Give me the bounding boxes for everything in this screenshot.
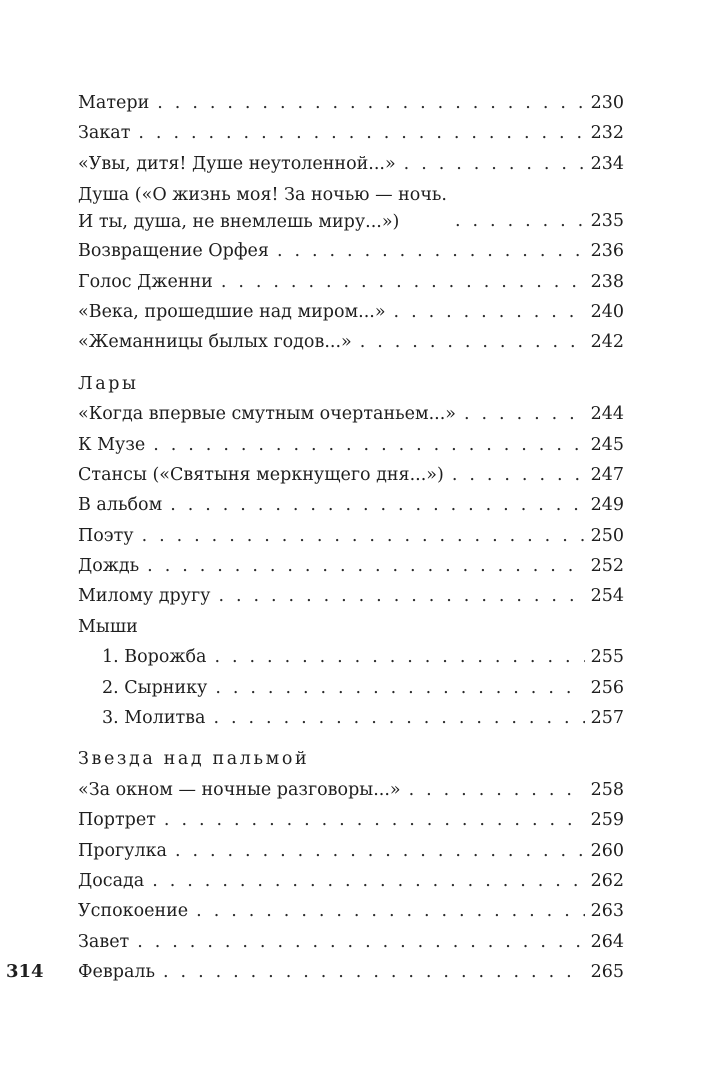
toc-entry: [78, 775, 624, 805]
toc-entry: [78, 149, 624, 179]
toc-entry: [78, 866, 624, 896]
toc-entry: [78, 297, 624, 327]
dot-leader: [464, 399, 585, 429]
toc-entry-page: 255: [590, 647, 624, 668]
toc-entry-page: 260: [590, 840, 624, 861]
toc-entry: [78, 430, 624, 460]
toc-entry-title: Завет: [78, 931, 130, 952]
dot-leader: [142, 521, 585, 551]
toc-entry-title: К Музе: [78, 434, 146, 455]
toc-subentry: [78, 642, 624, 672]
toc-entry: [78, 236, 624, 266]
dot-leader: [455, 206, 585, 236]
dot-leader: [163, 957, 585, 987]
toc-entry-title: Поэту: [78, 525, 134, 546]
toc-entry-page: 265: [590, 962, 624, 983]
toc-entry-multiline: [78, 179, 624, 236]
toc-entry-page: 247: [590, 464, 624, 485]
toc-entry-title-line: Душа («О жизнь моя! За ночью — ночь.: [78, 185, 447, 206]
toc-entry-title: Прогулка: [78, 840, 167, 861]
toc-entry-page: 242: [590, 332, 624, 353]
toc-entry-page: 245: [590, 434, 624, 455]
toc-entry-page: 236: [590, 241, 624, 262]
toc-entry: [78, 521, 624, 551]
toc-entry: [78, 581, 624, 611]
toc-entry-page: 244: [590, 404, 624, 425]
toc-entry-page: 264: [590, 931, 624, 952]
dot-leader: [196, 896, 584, 926]
toc-entry-title: «Увы, дитя! Душе неутоленной...»: [78, 153, 396, 174]
toc-entry-title: 1. Ворожба: [102, 647, 207, 668]
toc-entry-page: 249: [590, 495, 624, 516]
toc-entry-title: Закат: [78, 123, 131, 144]
dot-leader: [147, 551, 584, 581]
toc-entry: [78, 88, 624, 118]
toc-entry-title-line: И ты, душа, не внемлешь миру...»): [78, 212, 400, 233]
toc-entry-title: Голос Дженни: [78, 271, 213, 292]
section-heading: Звезда над пальмой: [78, 749, 310, 770]
toc-entry: [78, 551, 624, 581]
toc-entry-page: 258: [590, 779, 624, 800]
toc-entry-page: 240: [590, 301, 624, 322]
section-heading: Лары: [78, 373, 139, 394]
toc-entry-page: 235: [590, 210, 624, 231]
toc-entry-title: Матери: [78, 93, 150, 113]
toc-entry-title: «Когда впервые смутным очертаньем...»: [78, 404, 456, 425]
toc-entry-page: 256: [590, 677, 624, 698]
toc-entry-page: 238: [590, 271, 624, 292]
toc-entry: [78, 490, 624, 520]
toc-entry-page: 230: [590, 93, 624, 113]
toc-entry-page: 232: [590, 123, 624, 144]
toc-entry: [78, 399, 624, 429]
toc-entry-title: Стансы («Святыня меркнущего дня...»): [78, 464, 444, 485]
dot-leader: [153, 430, 584, 460]
dot-leader: [394, 297, 585, 327]
toc-entry-title: [78, 182, 455, 236]
toc-entry-page: 259: [590, 810, 624, 831]
toc-entry-page: 234: [590, 153, 624, 174]
toc-entry: [78, 805, 624, 835]
toc-entry: [78, 836, 624, 866]
toc-entry-page: 254: [590, 586, 624, 607]
toc-subentry: [78, 673, 624, 703]
dot-leader: [152, 866, 584, 896]
toc-entry-page: 257: [590, 708, 624, 729]
page-number: 314: [6, 961, 44, 982]
toc-entry-title: «За окном — ночные разговоры...»: [78, 779, 401, 800]
toc-entry: [78, 957, 624, 987]
dot-leader: [175, 836, 585, 866]
table-of-contents: [78, 88, 624, 988]
toc-group-title-text: Мыши: [78, 616, 138, 637]
toc-entry: [78, 460, 624, 490]
dot-leader: [164, 805, 585, 835]
toc-entry-title: В альбом: [78, 495, 163, 516]
toc-entry-page: 252: [590, 556, 624, 577]
toc-entry-page: 250: [590, 525, 624, 546]
dot-leader: [170, 490, 584, 520]
toc-subentry: [78, 703, 624, 733]
toc-entry-page: 263: [590, 901, 624, 922]
dot-leader: [157, 88, 584, 118]
toc-entry: [78, 327, 624, 357]
toc-entry-title: 3. Молитва: [102, 708, 206, 729]
dot-leader: [137, 927, 584, 957]
toc-entry-title: «Жеманницы былых годов...»: [78, 332, 352, 353]
toc-entry-title: Портрет: [78, 810, 156, 831]
toc-entry-title: Досада: [78, 870, 145, 891]
dot-leader: [215, 673, 584, 703]
toc-entry: [78, 118, 624, 148]
dot-leader: [404, 149, 585, 179]
toc-entry-title: Успокоение: [78, 901, 189, 922]
toc-entry-title: Возвращение Орфея: [78, 241, 269, 262]
toc-entry-page: 262: [590, 870, 624, 891]
dot-leader: [218, 581, 584, 611]
toc-entry-title: Февраль: [78, 962, 156, 983]
dot-leader: [452, 460, 585, 490]
toc-entry-title: «Века, прошедшие над миром...»: [78, 301, 386, 322]
toc-group-title: [78, 612, 624, 642]
dot-leader: [138, 118, 584, 148]
toc-entry: [78, 896, 624, 926]
toc-entry-title: 2. Сырнику: [102, 677, 208, 698]
toc-entry-title: Милому другу: [78, 586, 211, 607]
toc-entry: [78, 267, 624, 297]
dot-leader: [277, 236, 585, 266]
toc-entry-title: Дождь: [78, 556, 140, 577]
dot-leader: [221, 267, 585, 297]
dot-leader: [213, 703, 584, 733]
dot-leader: [360, 327, 585, 357]
toc-entry: [78, 927, 624, 957]
dot-leader: [214, 642, 584, 672]
dot-leader: [409, 775, 585, 805]
